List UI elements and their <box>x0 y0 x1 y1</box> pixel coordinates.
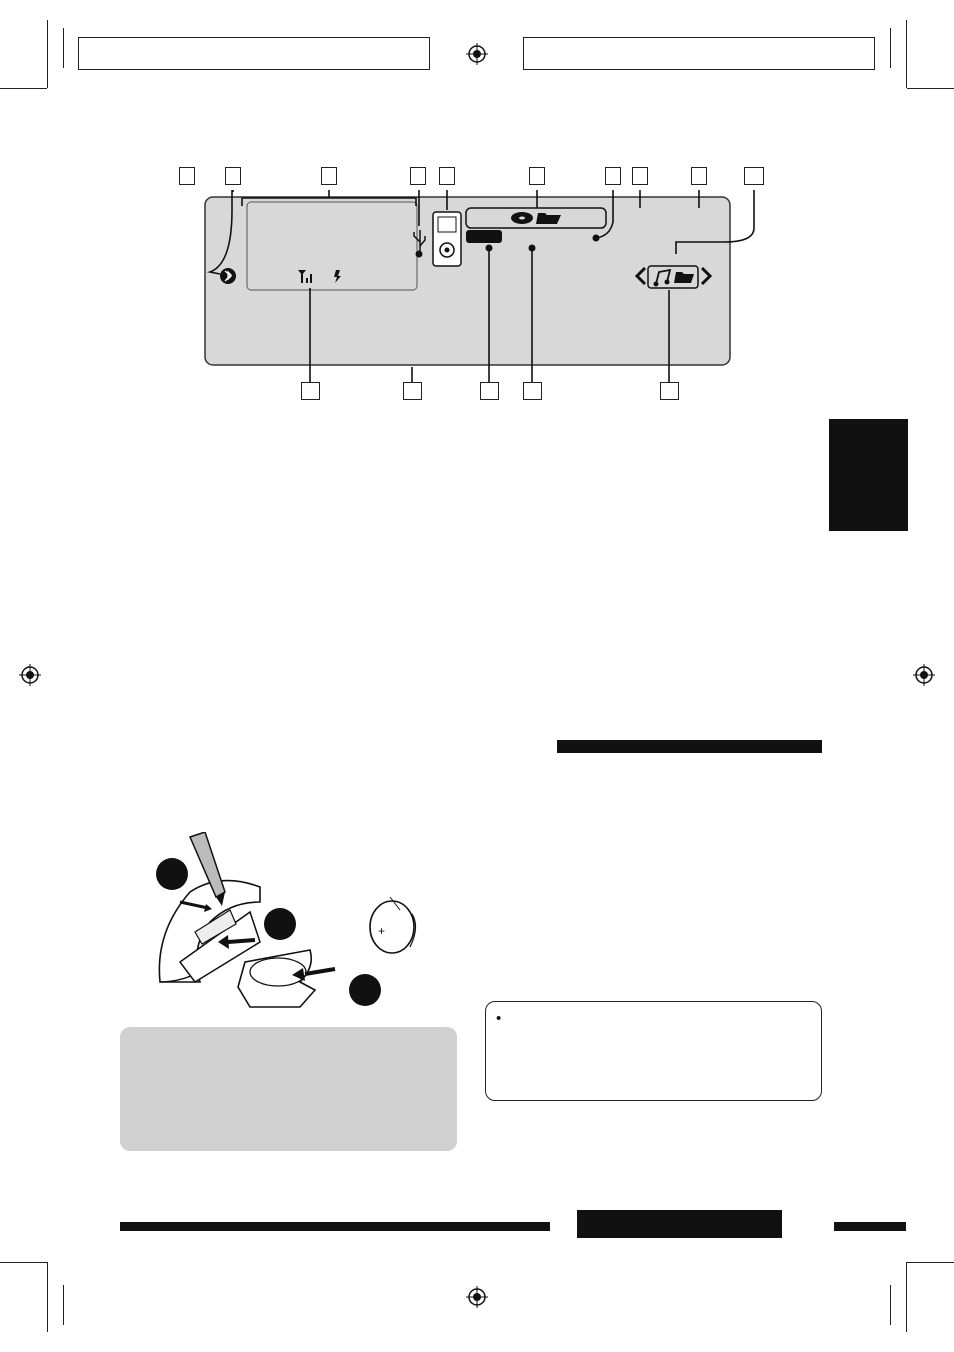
language-tab <box>829 419 908 531</box>
section-label <box>577 1210 782 1238</box>
crop-mark <box>906 1262 907 1332</box>
registration-target-icon <box>466 1286 488 1308</box>
callout-3 <box>321 167 337 185</box>
callout-9 <box>691 167 707 185</box>
battery-install-illustration <box>150 832 450 1017</box>
crop-mark <box>47 20 48 88</box>
crop-mark <box>906 20 907 88</box>
registration-target-icon <box>913 664 935 686</box>
registration-target-icon <box>19 664 41 686</box>
callout-6 <box>529 167 545 185</box>
crop-mark <box>0 1262 47 1263</box>
crop-mark <box>890 1285 891 1325</box>
callout-1 <box>179 167 195 185</box>
callout-10 <box>744 167 764 185</box>
footer-rule-right <box>834 1222 906 1231</box>
ipod-icon <box>433 212 461 266</box>
callout-14 <box>523 382 542 400</box>
crop-mark <box>890 28 891 68</box>
color-bar-left <box>78 37 430 70</box>
color-bar-right <box>523 37 875 70</box>
crop-mark <box>63 1285 64 1325</box>
svg-text:+: + <box>378 924 386 938</box>
crop-mark <box>0 88 47 89</box>
callout-8 <box>632 167 648 185</box>
callout-15 <box>660 382 679 400</box>
disc-icon <box>511 212 533 224</box>
crop-mark <box>907 1262 954 1263</box>
callout-13 <box>480 382 499 400</box>
bluetooth-icon <box>220 268 236 284</box>
lcd-display-diagram <box>180 162 760 404</box>
crop-mark <box>47 1262 48 1332</box>
callout-2 <box>225 167 241 185</box>
crop-mark <box>907 88 954 89</box>
crop-mark <box>63 28 64 68</box>
footer-rule-left <box>120 1222 550 1231</box>
callout-7 <box>605 167 621 185</box>
steering-remote-note <box>485 1001 822 1101</box>
callout-4 <box>410 167 426 185</box>
callout-5 <box>439 167 455 185</box>
registration-target-icon <box>466 43 488 65</box>
title-rule <box>557 740 822 753</box>
callout-11 <box>301 382 320 400</box>
callout-12 <box>403 382 422 400</box>
california-notice <box>120 1027 457 1151</box>
